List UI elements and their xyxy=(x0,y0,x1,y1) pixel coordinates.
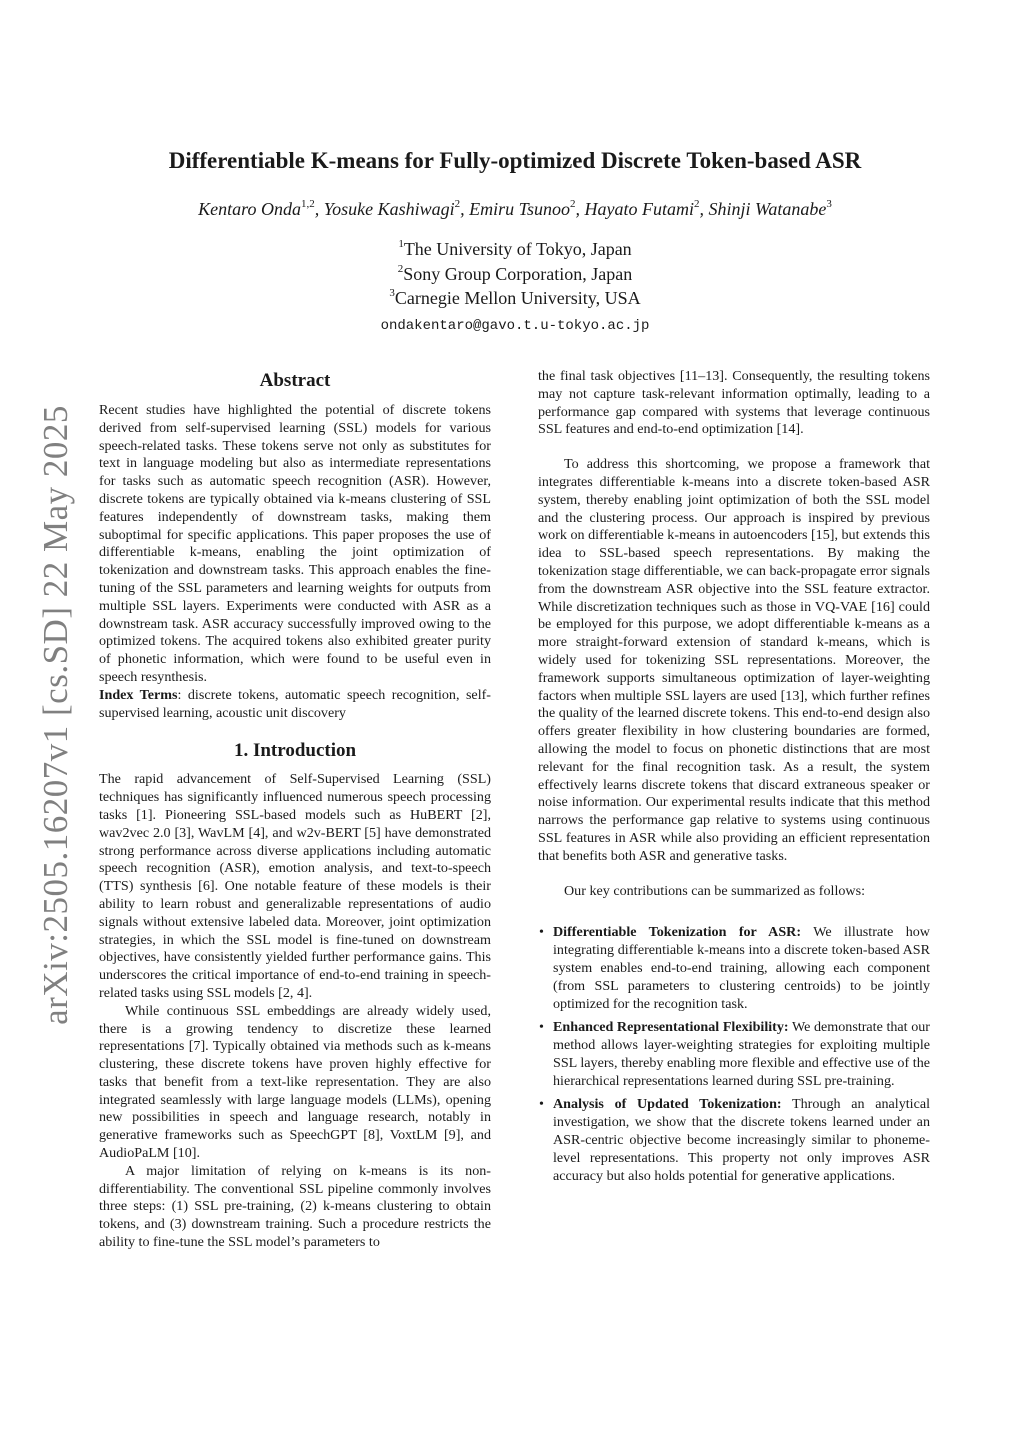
abstract-text: Recent studies have highlighted the potential of discrete tokens derived from self-supervised learning (SSL) models for various speech-related tasks. These tokens serve not only as substitutes for text in language modeling but also as intermediate representations for tasks such as automatic speech recognition (ASR). However, discrete tokens are typically obtained via k-means clustering of SSL features independently of downstream tasks, making them suboptimal for specific applications. This paper proposes the use of differentiable k-means, enabling the joint optimization of tokenization and downstream tasks. This approach enables the fine-tuning of the SSL parameters and learning weights for outputs from multiple SSL layers. Experiments were conducted with ASR as a downstream task. ASR accuracy successfully improved owing to the optimized tokens. The acquired tokens also exhibited greater purity of phonetic information, which were found to be useful even in speech resynthesis. xyxy=(99,402,491,685)
intro-paragraph: The rapid advancement of Self-Supervised Learning (SSL) techniques has significantly influenced numerous speech processing tasks [1]. Pioneering SSL-based models such as HuBERT [2], wav2vec 2.0 [3], WavLM [4], and w2v-BERT [5] have demonstrated strong performance across diverse applications including automatic speech recognition (ASR), emotion analysis, and text-to-speech (TTS) synthesis [6]. One notable feature of these models is their ability to learn robust and generalizable representations of audio signals without extensive labeled data. Moreover, joint optimization strategies, in which the SSL model is fine-tuned on downstream objectives, have consistently yielded further performance gains. This underscores the critical importance of end-to-end training in speech-related tasks using SSL models [2, 4]. xyxy=(99,771,491,1001)
contact-email: ondakentaro@gavo.t.u-tokyo.ac.jp xyxy=(380,317,650,334)
contribution-item: • Analysis of Updated Tokenization: Through an analytical investigation, we show that the discrete tokens learned under an ASR-centric objective become increasingly similar to phoneme-level representations. This property not only improves ASR accuracy but also holds potential for generative applications. xyxy=(538,1096,930,1185)
left-column xyxy=(99,368,491,1252)
paper-title: Differentiable K-means for Fully-optimized Discrete Token-based ASR xyxy=(168,148,862,173)
right-column xyxy=(538,368,930,1185)
author: Emiru Tsunoo$^2$, xyxy=(469,198,585,219)
intro-paragraph: While continuous SSL embeddings are already widely used, there is a growing tendency to discretize these learned representations [7]. Typically obtained via methods such as k-means clustering, these discrete tokens have proven highly effective for tasks that benefit from a text-like representation. They are also integrated seamlessly with large language models (LLMs), opening new possibilities in speech and language research, notably in generative frameworks such as SpeechGPT [8], VoxtLM [9], and AudioPaLM [10]. xyxy=(99,1002,491,1162)
intro-paragraph: the final task objectives [11–13]. Consequently, the resulting tokens may not capture task-relevant information optimally, leading to a performance gap compared with systems that leverage continuous SSL features and end-to-end optimization [14]. xyxy=(538,368,930,438)
author: Hayato Futami$^2$, xyxy=(584,198,709,219)
contribution-item: • Differentiable Tokenization for ASR: We illustrate how integrating differentiable k-means into a discrete token-based ASR system enables end-to-end training, allowing each component (from SSL parameters to clustering centroids) to be jointly optimized for the recognition task. xyxy=(538,924,930,1013)
affiliation: $^3$Carnegie Mellon University, USA xyxy=(389,287,641,308)
author-list xyxy=(100,196,930,222)
contributions-list xyxy=(538,924,930,1185)
contribution-item: • Enhanced Representational Flexibility: We demonstrate that our method allows layer-weighting strategies for exploiting multiple SSL layers, thereby enabling more flexible and effective use of the hierarchical representations learned during SSL pre-training. xyxy=(538,1019,930,1090)
intro-paragraph: A major limitation of relying on k-means is its non-differentiability. The conventional SSL pipeline commonly involves three steps: (1) SSL pre-training, (2) k-means clustering to obtain tokens, and (3) downstream training. Such a procedure restricts the ability to fine-tune the SSL model’s parameters to xyxy=(99,1162,491,1251)
arxiv-identifier: arXiv:2505.16207v1 [cs.SD] 22 May 2025 xyxy=(36,405,75,1025)
affiliation: $^2$Sony Group Corporation, Japan xyxy=(397,262,633,284)
author: Shinji Watanabe$^3$ xyxy=(708,198,832,219)
intro-paragraph: To address this shortcoming, we propose a framework that integrates differentiable k-means into a discrete token-based ASR system, thereby enabling joint optimization of both the SSL model and the clustering process. Our approach is inspired by previous work on differentiable k-means in autoencoders [15], but extends this idea to SSL-based speech representations. By making the tokenization stage differentiable, we can back-propagate error signals from the downstream ASR objective into the SSL feature extractor. While discretization techniques such as those in VQ-VAE [16] could be employed for this purpose, we adopt differentiable k-means as a more straight-forward extension of standard k-means, which is widely used for tokenizing SSL representations. Moreover, the framework supports simultaneous optimization of layer-weighting factors when multiple SSL layers are used [13], which further refines the quality of the learned discrete tokens. This end-to-end design also offers greater flexibility in how clustering boundaries are formed, allowing the model to focus on phonetic distinctions that are most relevant for the final recognition task. As a result, the system effectively learns discrete tokens that discard extraneous speaker or noise information. Our experimental results indicate that this method narrows the performance gap relative to systems using continuous SSL features in ASR while also providing an efficient representation that benefits both ASR and generative tasks. xyxy=(538,456,930,864)
author: Yosuke Kashiwagi$^2$, xyxy=(323,198,470,219)
author: Kentaro Onda$^{1,2}$, xyxy=(198,198,324,219)
introduction-heading: 1. Introduction xyxy=(233,740,357,762)
affiliations xyxy=(100,237,930,338)
contributions-intro: Our key contributions can be summarized as follows: xyxy=(564,882,865,899)
index-terms: Index Terms: discrete tokens, automatic speech recognition, self-supervised learning, acoustic unit discovery xyxy=(99,686,491,721)
affiliation: $^1$The University of Tokyo, Japan xyxy=(398,238,632,259)
abstract-heading: Abstract xyxy=(259,370,331,391)
